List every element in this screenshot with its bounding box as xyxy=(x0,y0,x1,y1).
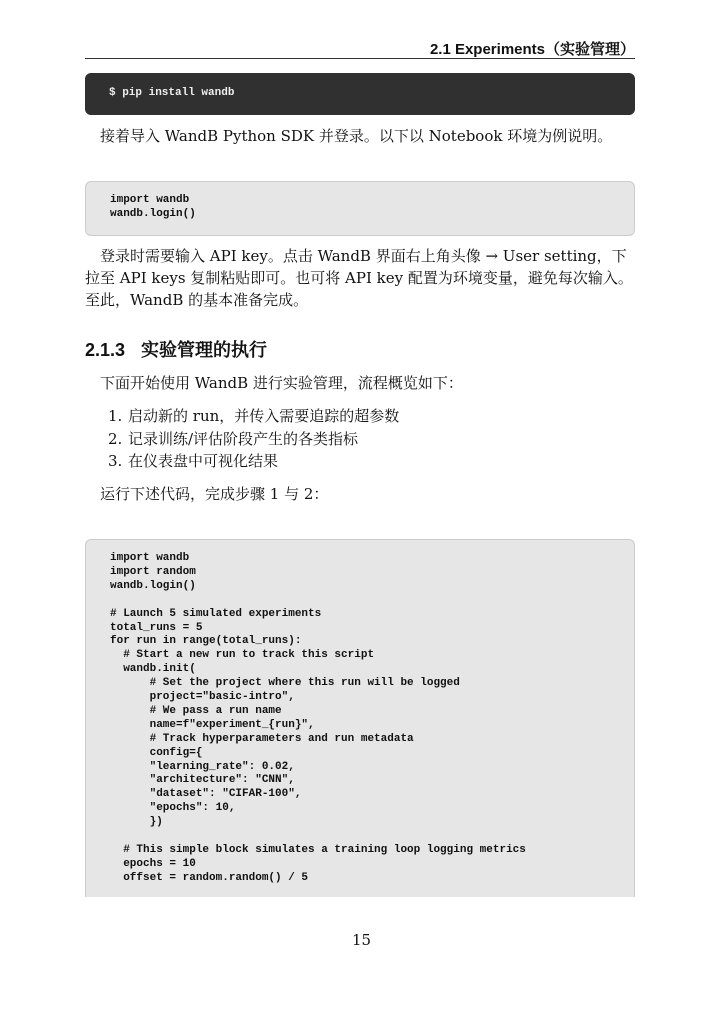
page-number: 15 xyxy=(351,931,372,949)
login-code-block xyxy=(85,181,635,236)
code-line: "architecture": "CNN", xyxy=(110,774,295,787)
code-line: import wandb xyxy=(110,194,190,206)
code-line: offset = random.random() / 5 xyxy=(110,871,309,884)
step-number: 3. xyxy=(108,452,123,470)
code-line: # We pass a run name xyxy=(110,704,282,717)
code-line: # Set the project where this run will be logged xyxy=(110,677,460,690)
running-header: 2.1 Experiments（实验管理） xyxy=(429,41,635,58)
paragraph-api-key: 登录时需要输入 API key。点击 WandB 界面右上角头像 → User setting，下拉至 API keys 复制粘贴即可。也可将 API key 配置为环境变量，避免每次输入。至此，WandB 的基本准备完成。 xyxy=(85,247,633,309)
step-item xyxy=(108,428,399,451)
steps-list xyxy=(108,405,399,473)
section-title: 实验管理的执行 xyxy=(141,340,268,360)
page-bottom-margin xyxy=(0,897,723,1024)
code-line: import random xyxy=(110,565,196,578)
paragraph-overview: 下面开始使用 WandB 进行实验管理，流程概览如下： xyxy=(100,374,463,392)
code-line: config={ xyxy=(110,746,203,759)
code-line: "dataset": "CIFAR-100", xyxy=(110,788,302,801)
login-code xyxy=(110,194,196,222)
install-code-block xyxy=(85,73,635,115)
code-line: "learning_rate": 0.02, xyxy=(110,760,295,773)
code-line: wandb.init( xyxy=(110,663,196,676)
step-item xyxy=(108,450,399,473)
code-line xyxy=(110,594,526,608)
code-line: import wandb xyxy=(110,552,190,564)
code-line: }) xyxy=(110,816,163,829)
step-text: 启动新的 run，并传入需要追踪的超参数 xyxy=(128,407,400,425)
install-command: $ pip install wandb xyxy=(109,87,235,99)
step-text: 在仪表盘中可视化结果 xyxy=(128,452,279,470)
step-number: 2. xyxy=(108,429,123,448)
section-number: 2.1.3 xyxy=(85,340,126,360)
code-line: wandb.login() xyxy=(110,207,196,220)
paragraph-run-code: 运行下述代码，完成步骤 1 与 2： xyxy=(100,485,329,503)
main-code xyxy=(110,552,526,886)
code-line: # Track hyperparameters and run metadata xyxy=(110,732,414,745)
code-line: project="basic-intro", xyxy=(110,691,295,704)
code-line: "epochs": 10, xyxy=(110,802,236,815)
section-heading xyxy=(85,336,267,362)
code-line: for run in range(total_runs): xyxy=(110,635,302,648)
code-line: wandb.login() xyxy=(110,579,196,592)
code-line: epochs = 10 xyxy=(110,857,196,870)
step-number: 1. xyxy=(108,407,123,425)
step-text: 记录训练/评估阶段产生的各类指标 xyxy=(128,429,359,448)
main-code-block xyxy=(85,539,635,910)
header-rule xyxy=(85,58,635,59)
paragraph-import: 接着导入 WandB Python SDK 并登录。以下以 Notebook 环境为例说明。 xyxy=(100,127,613,145)
step-item xyxy=(108,405,399,428)
code-line: name=f"experiment_{run}", xyxy=(110,718,315,731)
code-line: # This simple block simulates a training loop logging metrics xyxy=(110,844,526,856)
code-line: # Start a new run to track this script xyxy=(110,649,375,662)
code-line: total_runs = 5 xyxy=(110,621,203,634)
code-line xyxy=(110,830,526,844)
code-line: # Launch 5 simulated experiments xyxy=(110,607,322,620)
